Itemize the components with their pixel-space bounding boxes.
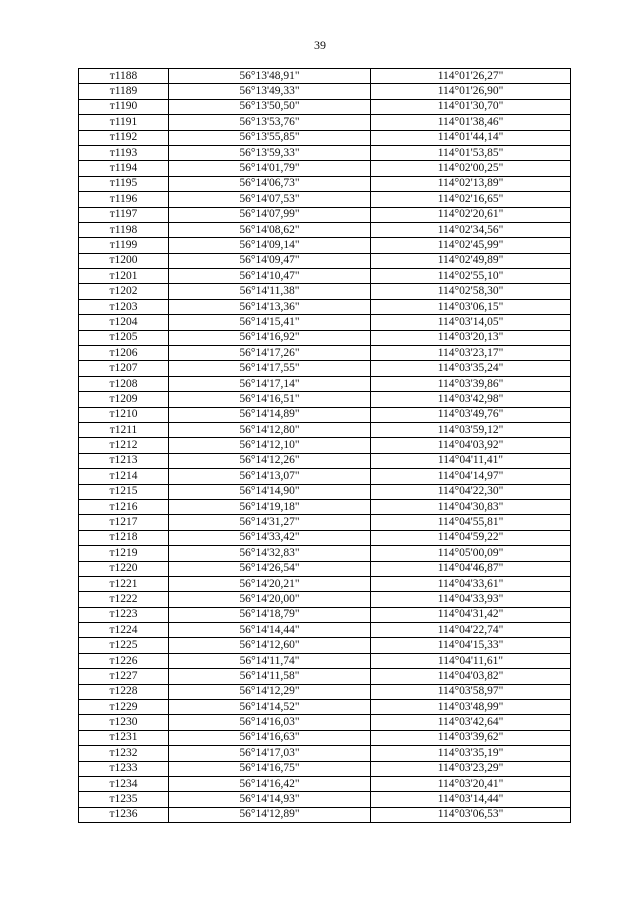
table-row xyxy=(79,792,571,807)
latitude-cell: 56°14'18,79" xyxy=(169,607,371,622)
point-id-cell: т1207 xyxy=(79,361,169,376)
point-id-cell: т1230 xyxy=(79,715,169,730)
point-id-cell: т1189 xyxy=(79,84,169,99)
longitude-cell: 114°03'23,17" xyxy=(371,346,571,361)
point-id-cell: т1195 xyxy=(79,176,169,191)
longitude-cell: 114°05'00,09" xyxy=(371,546,571,561)
point-id-cell: т1201 xyxy=(79,269,169,284)
coordinates-table xyxy=(78,68,571,823)
point-id-cell: т1204 xyxy=(79,315,169,330)
longitude-cell: 114°03'20,41" xyxy=(371,776,571,791)
longitude-cell: 114°04'59,22" xyxy=(371,530,571,545)
latitude-cell: 56°14'14,93" xyxy=(169,792,371,807)
point-id-cell: т1208 xyxy=(79,376,169,391)
longitude-cell: 114°03'20,13" xyxy=(371,330,571,345)
latitude-cell: 56°14'16,63" xyxy=(169,730,371,745)
latitude-cell: 56°14'08,62" xyxy=(169,222,371,237)
table-row xyxy=(79,469,571,484)
table-row xyxy=(79,653,571,668)
latitude-cell: 56°13'59,33" xyxy=(169,145,371,160)
longitude-cell: 114°02'58,30" xyxy=(371,284,571,299)
latitude-cell: 56°14'20,00" xyxy=(169,592,371,607)
latitude-cell: 56°14'12,80" xyxy=(169,422,371,437)
point-id-cell: т1219 xyxy=(79,546,169,561)
latitude-cell: 56°14'07,99" xyxy=(169,207,371,222)
point-id-cell: т1221 xyxy=(79,576,169,591)
latitude-cell: 56°13'48,91" xyxy=(169,69,371,84)
point-id-cell: т1209 xyxy=(79,392,169,407)
latitude-cell: 56°14'16,42" xyxy=(169,776,371,791)
table-row xyxy=(79,515,571,530)
longitude-cell: 114°03'23,29" xyxy=(371,761,571,776)
latitude-cell: 56°14'15,41" xyxy=(169,315,371,330)
latitude-cell: 56°14'14,90" xyxy=(169,484,371,499)
point-id-cell: т1215 xyxy=(79,484,169,499)
table-row xyxy=(79,176,571,191)
latitude-cell: 56°14'17,14" xyxy=(169,376,371,391)
longitude-cell: 114°03'06,53" xyxy=(371,807,571,822)
longitude-cell: 114°04'55,81" xyxy=(371,515,571,530)
latitude-cell: 56°13'49,33" xyxy=(169,84,371,99)
table-row xyxy=(79,346,571,361)
point-id-cell: т1199 xyxy=(79,238,169,253)
longitude-cell: 114°01'30,70" xyxy=(371,99,571,114)
table-row xyxy=(79,422,571,437)
table-row xyxy=(79,69,571,84)
longitude-cell: 114°04'31,42" xyxy=(371,607,571,622)
point-id-cell: т1235 xyxy=(79,792,169,807)
latitude-cell: 56°14'09,14" xyxy=(169,238,371,253)
page-number: 39 xyxy=(314,38,326,52)
longitude-cell: 114°04'46,87" xyxy=(371,561,571,576)
latitude-cell: 56°14'12,10" xyxy=(169,438,371,453)
longitude-cell: 114°04'11,41" xyxy=(371,453,571,468)
table-row xyxy=(79,207,571,222)
longitude-cell: 114°02'13,89" xyxy=(371,176,571,191)
latitude-cell: 56°14'14,44" xyxy=(169,623,371,638)
table-row xyxy=(79,376,571,391)
latitude-cell: 56°14'12,26" xyxy=(169,453,371,468)
point-id-cell: т1192 xyxy=(79,130,169,145)
point-id-cell: т1210 xyxy=(79,407,169,422)
latitude-cell: 56°14'16,51" xyxy=(169,392,371,407)
table-row xyxy=(79,499,571,514)
latitude-cell: 56°14'17,03" xyxy=(169,746,371,761)
longitude-cell: 114°04'03,92" xyxy=(371,438,571,453)
latitude-cell: 56°14'07,53" xyxy=(169,192,371,207)
table-row xyxy=(79,253,571,268)
table-row xyxy=(79,284,571,299)
longitude-cell: 114°03'35,24" xyxy=(371,361,571,376)
table-row xyxy=(79,669,571,684)
longitude-cell: 114°01'53,85" xyxy=(371,145,571,160)
latitude-cell: 56°14'31,27" xyxy=(169,515,371,530)
point-id-cell: т1188 xyxy=(79,69,169,84)
longitude-cell: 114°03'06,15" xyxy=(371,299,571,314)
table-row xyxy=(79,746,571,761)
latitude-cell: 56°14'32,83" xyxy=(169,546,371,561)
table-row xyxy=(79,761,571,776)
point-id-cell: т1222 xyxy=(79,592,169,607)
latitude-cell: 56°14'12,60" xyxy=(169,638,371,653)
longitude-cell: 114°02'55,10" xyxy=(371,269,571,284)
latitude-cell: 56°14'13,36" xyxy=(169,299,371,314)
table-row xyxy=(79,576,571,591)
point-id-cell: т1197 xyxy=(79,207,169,222)
table-row xyxy=(79,330,571,345)
table-row xyxy=(79,315,571,330)
latitude-cell: 56°14'12,29" xyxy=(169,684,371,699)
point-id-cell: т1200 xyxy=(79,253,169,268)
table-row xyxy=(79,638,571,653)
longitude-cell: 114°03'48,99" xyxy=(371,700,571,715)
point-id-cell: т1236 xyxy=(79,807,169,822)
longitude-cell: 114°04'11,61" xyxy=(371,653,571,668)
table-row xyxy=(79,592,571,607)
point-id-cell: т1220 xyxy=(79,561,169,576)
point-id-cell: т1216 xyxy=(79,499,169,514)
table-row xyxy=(79,684,571,699)
latitude-cell: 56°14'14,89" xyxy=(169,407,371,422)
table-row xyxy=(79,115,571,130)
longitude-cell: 114°03'35,19" xyxy=(371,746,571,761)
latitude-cell: 56°14'26,54" xyxy=(169,561,371,576)
table-row xyxy=(79,222,571,237)
longitude-cell: 114°04'14,97" xyxy=(371,469,571,484)
latitude-cell: 56°14'06,73" xyxy=(169,176,371,191)
latitude-cell: 56°13'53,76" xyxy=(169,115,371,130)
latitude-cell: 56°14'11,74" xyxy=(169,653,371,668)
latitude-cell: 56°14'19,18" xyxy=(169,499,371,514)
longitude-cell: 114°02'00,25" xyxy=(371,161,571,176)
longitude-cell: 114°03'42,64" xyxy=(371,715,571,730)
longitude-cell: 114°02'16,65" xyxy=(371,192,571,207)
point-id-cell: т1214 xyxy=(79,469,169,484)
latitude-cell: 56°13'55,85" xyxy=(169,130,371,145)
point-id-cell: т1228 xyxy=(79,684,169,699)
longitude-cell: 114°01'38,46" xyxy=(371,115,571,130)
latitude-cell: 56°14'10,47" xyxy=(169,269,371,284)
point-id-cell: т1223 xyxy=(79,607,169,622)
table-row xyxy=(79,776,571,791)
longitude-cell: 114°03'39,86" xyxy=(371,376,571,391)
longitude-cell: 114°03'49,76" xyxy=(371,407,571,422)
point-id-cell: т1211 xyxy=(79,422,169,437)
point-id-cell: т1190 xyxy=(79,99,169,114)
table-row xyxy=(79,730,571,745)
table-row xyxy=(79,145,571,160)
point-id-cell: т1218 xyxy=(79,530,169,545)
table-row xyxy=(79,715,571,730)
table-row xyxy=(79,623,571,638)
latitude-cell: 56°14'16,03" xyxy=(169,715,371,730)
latitude-cell: 56°14'17,55" xyxy=(169,361,371,376)
longitude-cell: 114°04'33,93" xyxy=(371,592,571,607)
longitude-cell: 114°01'26,27" xyxy=(371,69,571,84)
longitude-cell: 114°04'22,30" xyxy=(371,484,571,499)
table-row xyxy=(79,484,571,499)
table-row xyxy=(79,407,571,422)
point-id-cell: т1217 xyxy=(79,515,169,530)
longitude-cell: 114°04'15,33" xyxy=(371,638,571,653)
point-id-cell: т1231 xyxy=(79,730,169,745)
latitude-cell: 56°14'20,21" xyxy=(169,576,371,591)
latitude-cell: 56°13'50,50" xyxy=(169,99,371,114)
longitude-cell: 114°03'14,05" xyxy=(371,315,571,330)
point-id-cell: т1229 xyxy=(79,700,169,715)
point-id-cell: т1224 xyxy=(79,623,169,638)
longitude-cell: 114°03'58,97" xyxy=(371,684,571,699)
point-id-cell: т1206 xyxy=(79,346,169,361)
longitude-cell: 114°03'59,12" xyxy=(371,422,571,437)
point-id-cell: т1193 xyxy=(79,145,169,160)
table-row xyxy=(79,130,571,145)
longitude-cell: 114°04'03,82" xyxy=(371,669,571,684)
table-row xyxy=(79,438,571,453)
latitude-cell: 56°14'13,07" xyxy=(169,469,371,484)
table-row xyxy=(79,700,571,715)
point-id-cell: т1205 xyxy=(79,330,169,345)
point-id-cell: т1233 xyxy=(79,761,169,776)
table-row xyxy=(79,392,571,407)
point-id-cell: т1212 xyxy=(79,438,169,453)
latitude-cell: 56°14'11,58" xyxy=(169,669,371,684)
longitude-cell: 114°02'20,61" xyxy=(371,207,571,222)
table-row xyxy=(79,192,571,207)
latitude-cell: 56°14'12,89" xyxy=(169,807,371,822)
longitude-cell: 114°04'22,74" xyxy=(371,623,571,638)
table-row xyxy=(79,269,571,284)
longitude-cell: 114°02'34,56" xyxy=(371,222,571,237)
point-id-cell: т1225 xyxy=(79,638,169,653)
latitude-cell: 56°14'11,38" xyxy=(169,284,371,299)
point-id-cell: т1226 xyxy=(79,653,169,668)
table-row xyxy=(79,99,571,114)
longitude-cell: 114°03'39,62" xyxy=(371,730,571,745)
point-id-cell: т1203 xyxy=(79,299,169,314)
point-id-cell: т1232 xyxy=(79,746,169,761)
longitude-cell: 114°01'26,90" xyxy=(371,84,571,99)
longitude-cell: 114°04'33,61" xyxy=(371,576,571,591)
longitude-cell: 114°03'42,98" xyxy=(371,392,571,407)
latitude-cell: 56°14'33,42" xyxy=(169,530,371,545)
point-id-cell: т1234 xyxy=(79,776,169,791)
point-id-cell: т1213 xyxy=(79,453,169,468)
point-id-cell: т1227 xyxy=(79,669,169,684)
longitude-cell: 114°03'14,44" xyxy=(371,792,571,807)
point-id-cell: т1202 xyxy=(79,284,169,299)
longitude-cell: 114°01'44,14" xyxy=(371,130,571,145)
latitude-cell: 56°14'01,79" xyxy=(169,161,371,176)
table-row xyxy=(79,561,571,576)
table-row xyxy=(79,361,571,376)
longitude-cell: 114°02'49,89" xyxy=(371,253,571,268)
longitude-cell: 114°02'45,99" xyxy=(371,238,571,253)
point-id-cell: т1191 xyxy=(79,115,169,130)
table-row xyxy=(79,453,571,468)
point-id-cell: т1198 xyxy=(79,222,169,237)
latitude-cell: 56°14'16,75" xyxy=(169,761,371,776)
table-row xyxy=(79,530,571,545)
table-row xyxy=(79,607,571,622)
latitude-cell: 56°14'17,26" xyxy=(169,346,371,361)
point-id-cell: т1194 xyxy=(79,161,169,176)
table-row xyxy=(79,546,571,561)
table-row xyxy=(79,807,571,822)
table-row xyxy=(79,238,571,253)
latitude-cell: 56°14'09,47" xyxy=(169,253,371,268)
latitude-cell: 56°14'16,92" xyxy=(169,330,371,345)
coordinates-table-body xyxy=(79,69,571,823)
latitude-cell: 56°14'14,52" xyxy=(169,700,371,715)
longitude-cell: 114°04'30,83" xyxy=(371,499,571,514)
table-row xyxy=(79,84,571,99)
table-row xyxy=(79,299,571,314)
point-id-cell: т1196 xyxy=(79,192,169,207)
table-row xyxy=(79,161,571,176)
